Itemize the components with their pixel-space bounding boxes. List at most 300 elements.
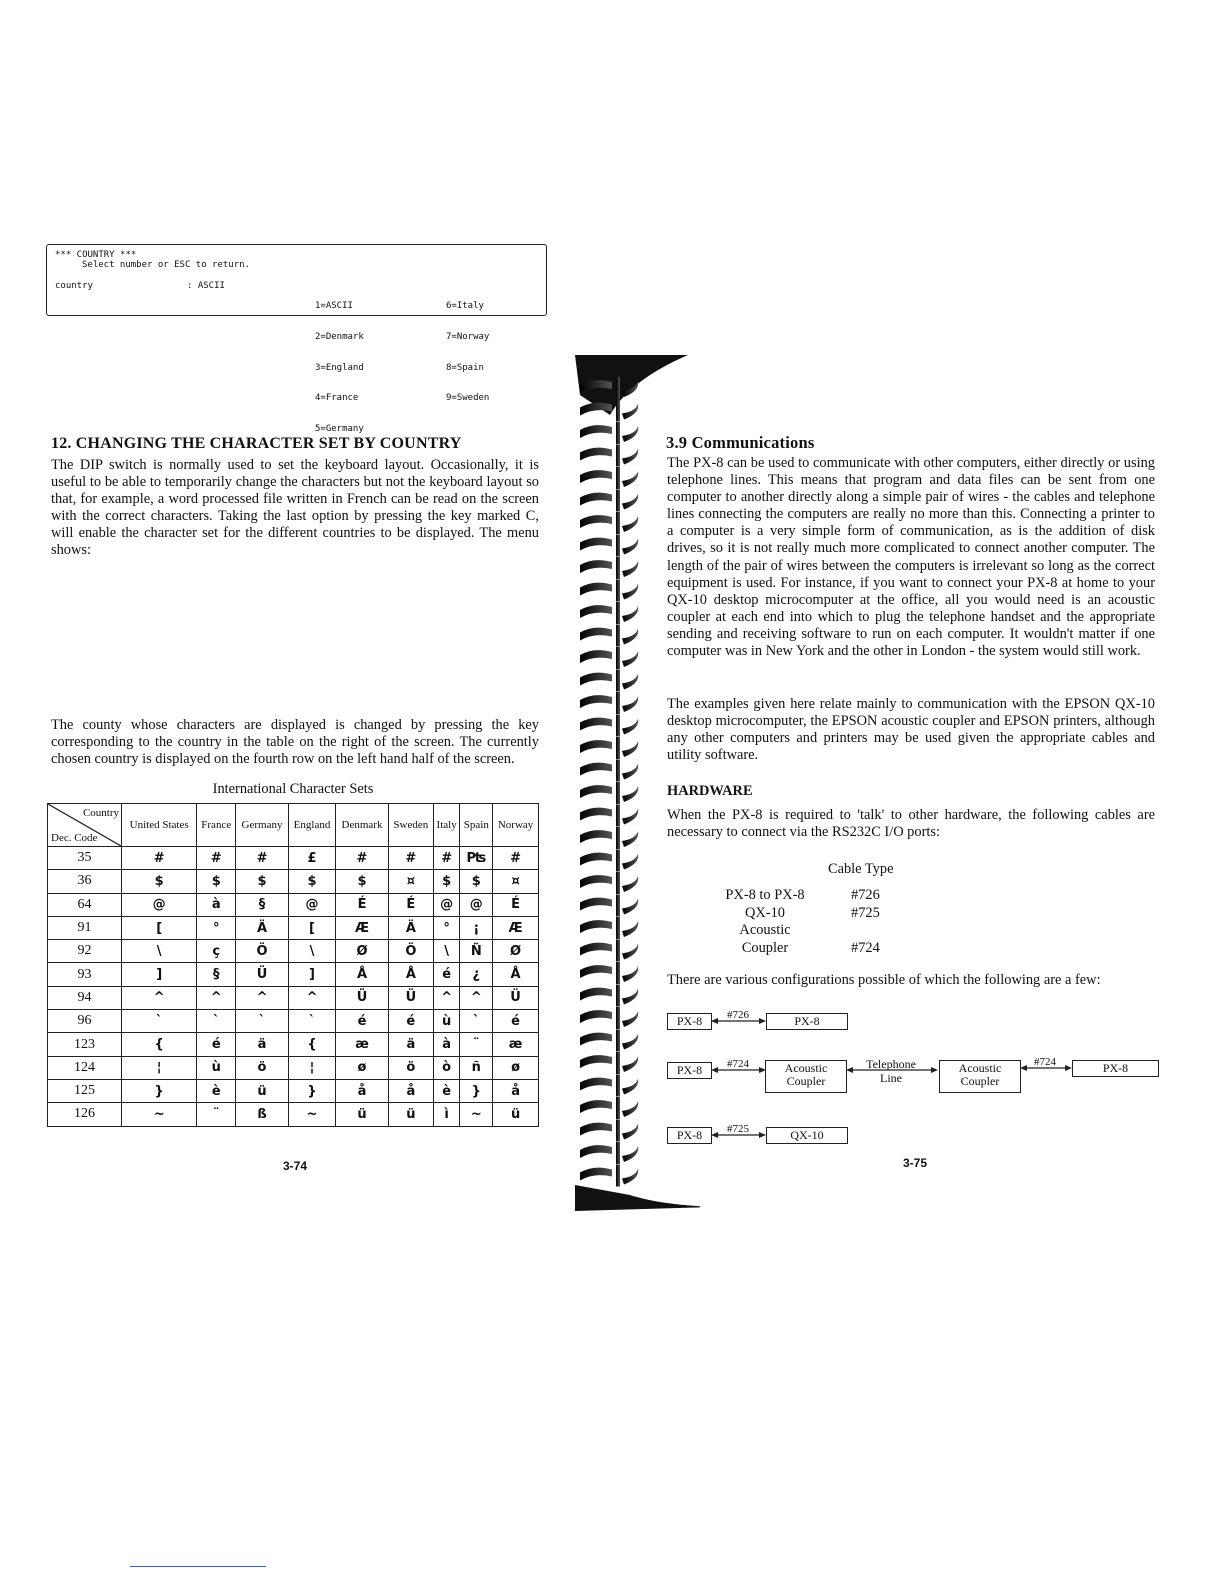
table-row bbox=[48, 870, 539, 893]
char-cell: ° bbox=[433, 916, 460, 939]
char-cell: É bbox=[336, 893, 389, 916]
option-3: 3=England bbox=[315, 362, 364, 373]
spiral-coil bbox=[580, 470, 612, 483]
diagram3-qx10: QX-10 bbox=[766, 1127, 848, 1144]
spiral-coil bbox=[580, 560, 612, 573]
spiral-coil bbox=[580, 785, 612, 798]
col-header: Italy bbox=[433, 804, 460, 847]
char-cell: @ bbox=[122, 893, 197, 916]
dec-code-cell: 96 bbox=[48, 1010, 122, 1033]
char-cell: É bbox=[493, 893, 539, 916]
spiral-coil-shaft bbox=[616, 940, 620, 962]
char-cell: # bbox=[122, 847, 197, 870]
char-cell: \ bbox=[288, 940, 335, 963]
diagram1-arrow bbox=[711, 1015, 766, 1027]
spiral-coil-hook bbox=[622, 539, 638, 555]
char-cell: $ bbox=[122, 870, 197, 893]
dec-code-cell: 123 bbox=[48, 1033, 122, 1056]
char-cell: # bbox=[236, 847, 289, 870]
dec-code-cell: 124 bbox=[48, 1056, 122, 1079]
spiral-coil-shaft bbox=[616, 580, 620, 602]
hardware-paragraph: When the PX-8 is required to 'talk' to other hardware, the following cables are necessary to connect via the RS232C I/O ports: bbox=[667, 807, 1155, 841]
option-8: 8=Spain bbox=[446, 362, 484, 373]
spiral-coil-hook bbox=[622, 786, 638, 802]
spiral-coil-shaft bbox=[616, 512, 620, 534]
dec-code-cell: 35 bbox=[48, 847, 122, 870]
char-cell: ] bbox=[288, 963, 335, 986]
spiral-coil-shaft bbox=[616, 1030, 620, 1052]
diagram2-px8-right: PX-8 bbox=[1072, 1060, 1159, 1077]
char-cell: $ bbox=[460, 870, 493, 893]
spiral-coil bbox=[580, 875, 612, 888]
char-cell: § bbox=[236, 893, 289, 916]
spiral-coil-shaft bbox=[616, 1120, 620, 1142]
section-heading-character-set: 12. CHANGING THE CHARACTER SET BY COUNTRY bbox=[51, 435, 462, 452]
spiral-coil-shaft bbox=[616, 535, 620, 557]
spiral-coil bbox=[580, 1078, 612, 1091]
spiral-coil-hook bbox=[622, 944, 638, 960]
char-cell: Å bbox=[388, 963, 433, 986]
char-cell: ^ bbox=[433, 986, 460, 1009]
diagram2-cable1-label: #724 bbox=[727, 1058, 749, 1070]
hardware-subheading: HARDWARE bbox=[667, 783, 753, 799]
diagram2-coupler-1: Acoustic Coupler bbox=[765, 1060, 847, 1093]
spiral-coil-hook bbox=[622, 1034, 638, 1050]
char-cell: ç bbox=[197, 940, 236, 963]
char-cell: ` bbox=[460, 1010, 493, 1033]
char-cell: ü bbox=[493, 1103, 539, 1126]
col-header: France bbox=[197, 804, 236, 847]
char-cell: ` bbox=[236, 1010, 289, 1033]
spiral-coil-shaft bbox=[616, 737, 620, 759]
char-cell: ~ bbox=[122, 1103, 197, 1126]
dec-code-cell: 36 bbox=[48, 870, 122, 893]
spiral-coil bbox=[580, 1145, 612, 1158]
option-7: 7=Norway bbox=[446, 332, 490, 343]
char-cell: ü bbox=[236, 1079, 289, 1102]
char-cell: å bbox=[493, 1079, 539, 1102]
col-header: Germany bbox=[236, 804, 289, 847]
option-5: 5=Germany bbox=[315, 423, 364, 434]
cable-type: #725 bbox=[851, 904, 880, 921]
dec-code-cell: 92 bbox=[48, 940, 122, 963]
char-cell: § bbox=[197, 963, 236, 986]
char-cell: ü bbox=[336, 1103, 389, 1126]
char-cell: } bbox=[122, 1079, 197, 1102]
char-cell: # bbox=[197, 847, 236, 870]
spiral-coil bbox=[580, 965, 612, 978]
spiral-coil bbox=[580, 448, 612, 461]
table-row bbox=[48, 916, 539, 939]
spiral-coil-shaft bbox=[616, 422, 620, 444]
char-cell: ¨ bbox=[197, 1103, 236, 1126]
spiral-coil-shaft bbox=[616, 805, 620, 827]
spiral-coil-hook bbox=[622, 831, 638, 847]
country-menu-screen bbox=[46, 244, 547, 434]
char-cell: æ bbox=[336, 1033, 389, 1056]
char-cell: ^ bbox=[122, 986, 197, 1009]
diagram2-px8-left: PX-8 bbox=[667, 1062, 712, 1079]
char-cell: ] bbox=[122, 963, 197, 986]
spiral-coil bbox=[580, 1123, 612, 1136]
char-cell: É bbox=[388, 893, 433, 916]
spiral-coil-hook bbox=[622, 1079, 638, 1095]
spiral-coil bbox=[580, 650, 612, 663]
spiral-coil-shaft bbox=[616, 917, 620, 939]
cable-type bbox=[851, 922, 880, 940]
spiral-coil bbox=[580, 628, 612, 641]
configurations-paragraph: There are various configurations possible of which the following are a few: bbox=[667, 972, 1101, 988]
char-cell: ` bbox=[122, 1010, 197, 1033]
spiral-coil-hook bbox=[622, 876, 638, 892]
dec-code-cell: 64 bbox=[48, 893, 122, 916]
char-cell: ` bbox=[288, 1010, 335, 1033]
spiral-coil-hook bbox=[622, 449, 638, 465]
char-cell: Æ bbox=[493, 916, 539, 939]
spiral-coil bbox=[580, 515, 612, 528]
option-1: 1=ASCII bbox=[315, 301, 353, 312]
screen-country-value: : ASCII bbox=[187, 281, 225, 291]
spiral-coil-hook bbox=[622, 1146, 638, 1162]
diagram2-telephone-line: Telephone Line bbox=[866, 1057, 916, 1085]
spiral-coil-hook bbox=[622, 1056, 638, 1072]
char-cell: é bbox=[493, 1010, 539, 1033]
char-cell: Ø bbox=[336, 940, 389, 963]
table-row bbox=[48, 1056, 539, 1079]
char-cell: $ bbox=[433, 870, 460, 893]
char-cell: ¦ bbox=[122, 1056, 197, 1079]
spiral-coil bbox=[580, 853, 612, 866]
spiral-coil-shaft bbox=[616, 1097, 620, 1119]
char-cell: ì bbox=[433, 1103, 460, 1126]
dec-code-cell: 125 bbox=[48, 1079, 122, 1102]
char-cell: ù bbox=[433, 1010, 460, 1033]
diagram1-px8-right: PX-8 bbox=[766, 1013, 848, 1030]
spiral-coil-hook bbox=[622, 674, 638, 690]
char-cell: } bbox=[460, 1079, 493, 1102]
char-cell: å bbox=[388, 1079, 433, 1102]
spiral-coil-shaft bbox=[616, 625, 620, 647]
spiral-coil-shaft bbox=[616, 895, 620, 917]
char-cell: $ bbox=[288, 870, 335, 893]
spiral-coil bbox=[580, 1033, 612, 1046]
dec-code-cell: 91 bbox=[48, 916, 122, 939]
char-cell: ° bbox=[197, 916, 236, 939]
dec-code-cell: 94 bbox=[48, 986, 122, 1009]
table-caption: International Character Sets bbox=[212, 781, 374, 797]
heading-text: Communications bbox=[691, 433, 815, 452]
spiral-coil-hook bbox=[622, 764, 638, 780]
cable-device-list bbox=[700, 887, 830, 957]
spiral-coil-hook bbox=[622, 651, 638, 667]
option-2: 2=Denmark bbox=[315, 332, 364, 343]
char-cell: ä bbox=[388, 1033, 433, 1056]
spiral-coil-hook bbox=[622, 561, 638, 577]
spiral-coil-shaft bbox=[616, 467, 620, 489]
spiral-coil-shaft bbox=[616, 1165, 620, 1187]
spiral-coil-hook bbox=[622, 921, 638, 937]
table-row bbox=[48, 1033, 539, 1056]
diagram3-cable-label: #725 bbox=[727, 1123, 749, 1135]
char-cell: ` bbox=[197, 1010, 236, 1033]
spiral-coil bbox=[580, 1055, 612, 1068]
char-cell: é bbox=[388, 1010, 433, 1033]
spiral-coil-shaft bbox=[616, 1142, 620, 1164]
spiral-coil-shaft bbox=[616, 962, 620, 984]
char-cell: é bbox=[197, 1033, 236, 1056]
char-cell: Ü bbox=[493, 986, 539, 1009]
char-cell: à bbox=[433, 1033, 460, 1056]
screen-title: *** COUNTRY *** bbox=[55, 250, 137, 260]
spiral-coil bbox=[580, 583, 612, 596]
screen-country-label: country bbox=[55, 281, 93, 291]
spiral-coil-hook bbox=[622, 719, 638, 735]
char-cell: ¡ bbox=[460, 916, 493, 939]
spiral-coil-hook bbox=[622, 1124, 638, 1140]
char-cell: # bbox=[433, 847, 460, 870]
spiral-coil-shaft bbox=[616, 850, 620, 872]
spiral-coil-hook bbox=[622, 1169, 638, 1185]
spiral-coil-shaft bbox=[616, 557, 620, 579]
char-cell: Ä bbox=[236, 916, 289, 939]
communications-paragraph-1: The PX-8 can be used to communicate with other computers, either directly or using telephone lines. This means that program and data files can be sent from one computer to another directly along a simple pair of wires - the cables and telephone lines connecting the computers are really no more than this. Connecting a printer to a computer is a very simple form of communication, as is the addition of disk drives, so it is not really much more complicated to connect another computer. The length of the pair of wires between the computers is irrelevant so long as the correct equipment is used. For instance, if you want to connect your PX-8 at home to your QX-10 desktop microcomputer at the office, all you would need is an acoustic coupler at each end into which to plug the telephone handset and the appropriate sending and receiving software to run on each computer. It wouldn't matter if one computer was in New York and the other in London - the system would still work. bbox=[667, 455, 1155, 660]
spiral-coil-hook bbox=[622, 426, 638, 442]
corner-top-label: Country bbox=[82, 807, 119, 819]
char-cell: $ bbox=[236, 870, 289, 893]
spiral-coil-shaft bbox=[616, 827, 620, 849]
intro-paragraph: The DIP switch is normally used to set the keyboard layout. Occasionally, it is useful to be able to temporarily change the characters but not the keyboard layout so that, for example, a word processed file written in French can be read on the screen with the correct characters. Taking the last option by pressing the key marked C, will enable the character set for the different countries to be displayed. The menu shows: bbox=[51, 457, 539, 559]
spiral-coil-shaft bbox=[616, 985, 620, 1007]
spiral-coil bbox=[580, 988, 612, 1001]
char-cell: ¤ bbox=[493, 870, 539, 893]
spiral-coil-shaft bbox=[616, 1052, 620, 1074]
page-number-left: 3-74 bbox=[283, 1159, 308, 1173]
char-cell: Æ bbox=[336, 916, 389, 939]
diagram2-arrow-3 bbox=[1020, 1062, 1072, 1074]
spiral-coil-hook bbox=[622, 989, 638, 1005]
diagram1-cable-label: #726 bbox=[727, 1009, 749, 1021]
char-cell: # bbox=[336, 847, 389, 870]
char-cell: Ñ bbox=[460, 940, 493, 963]
char-cell: # bbox=[493, 847, 539, 870]
spiral-coil-shaft bbox=[616, 647, 620, 669]
spiral-coil-hook bbox=[622, 899, 638, 915]
option-6: 6=Italy bbox=[446, 301, 484, 312]
char-cell: ^ bbox=[197, 986, 236, 1009]
char-cell: à bbox=[197, 893, 236, 916]
char-cell: ø bbox=[493, 1056, 539, 1079]
spiral-coil bbox=[580, 605, 612, 618]
diagram3-arrow bbox=[711, 1129, 766, 1141]
char-cell: ¦ bbox=[288, 1056, 335, 1079]
spiral-coil bbox=[580, 425, 612, 438]
char-cell: # bbox=[388, 847, 433, 870]
char-cell: [ bbox=[122, 916, 197, 939]
char-cell: { bbox=[122, 1033, 197, 1056]
char-cell: @ bbox=[288, 893, 335, 916]
cable-type-list bbox=[851, 887, 880, 957]
spiral-coil bbox=[580, 718, 612, 731]
spiral-coil-hook bbox=[622, 584, 638, 600]
cable-device: PX-8 to PX-8 bbox=[725, 887, 805, 903]
char-cell: ^ bbox=[460, 986, 493, 1009]
char-cell: Å bbox=[336, 963, 389, 986]
spiral-coil-shaft bbox=[616, 872, 620, 894]
char-cell: é bbox=[336, 1010, 389, 1033]
dec-code-cell: 93 bbox=[48, 963, 122, 986]
spiral-coil-hook bbox=[622, 809, 638, 825]
table-row bbox=[48, 1010, 539, 1033]
char-cell: Ü bbox=[236, 963, 289, 986]
char-cell: Ä bbox=[388, 916, 433, 939]
cable-device: QX-10 bbox=[745, 904, 785, 921]
spiral-coil-hook bbox=[622, 629, 638, 645]
table-row bbox=[48, 986, 539, 1009]
spiral-coil-shaft bbox=[616, 1075, 620, 1097]
spiral-coil bbox=[580, 695, 612, 708]
table-header-row bbox=[48, 804, 539, 847]
char-cell: ¨ bbox=[460, 1033, 493, 1056]
char-cell: é bbox=[433, 963, 460, 986]
char-cell: å bbox=[336, 1079, 389, 1102]
option-4: 4=France bbox=[315, 393, 359, 404]
char-cell: ₧ bbox=[460, 847, 493, 870]
spiral-coil bbox=[580, 1010, 612, 1023]
char-cell: æ bbox=[493, 1033, 539, 1056]
spiral-coil-hook bbox=[622, 494, 638, 510]
spiral-coil-hook bbox=[622, 606, 638, 622]
spiral-coil-hook bbox=[622, 404, 638, 420]
spiral-coil-hook bbox=[622, 741, 638, 757]
after-screen-paragraph: The county whose characters are displayed is changed by pressing the key corresponding to the country in the table on the right of the screen. The currently chosen country is displayed on the fourth row on the left hand half of the screen. bbox=[51, 717, 539, 768]
spiral-coil bbox=[580, 763, 612, 776]
spiral-coil bbox=[580, 1100, 612, 1113]
spiral-coil-shaft bbox=[616, 490, 620, 512]
char-cell: ù bbox=[197, 1056, 236, 1079]
spiral-coil bbox=[580, 830, 612, 843]
spiral-coil bbox=[580, 1168, 612, 1181]
char-cell: Å bbox=[493, 963, 539, 986]
spiral-coil-hook bbox=[622, 966, 638, 982]
corner-cell bbox=[48, 804, 122, 847]
char-cell: ß bbox=[236, 1103, 289, 1126]
spiral-coil bbox=[580, 808, 612, 821]
char-cell: Ø bbox=[493, 940, 539, 963]
char-cell: ö bbox=[236, 1056, 289, 1079]
table-row bbox=[48, 893, 539, 916]
spiral-coil-hook bbox=[622, 854, 638, 870]
char-cell: @ bbox=[460, 893, 493, 916]
char-cell: \ bbox=[122, 940, 197, 963]
char-cell: ä bbox=[236, 1033, 289, 1056]
spiral-coil-shaft bbox=[616, 602, 620, 624]
spiral-coil-hook bbox=[622, 696, 638, 712]
spiral-coil-shaft bbox=[616, 670, 620, 692]
bottom-rule bbox=[130, 1566, 266, 1567]
char-cell: } bbox=[288, 1079, 335, 1102]
diagram1-px8-left: PX-8 bbox=[667, 1013, 712, 1030]
col-header: Norway bbox=[493, 804, 539, 847]
char-cell: ø bbox=[336, 1056, 389, 1079]
cable-type: #726 bbox=[851, 887, 880, 903]
communications-paragraph-2: The examples given here relate mainly to communication with the EPSON QX-10 desktop microcomputer, the EPSON acoustic coupler and EPSON printers, although any other computers and printers may be used given the appropriate cables and utility software. bbox=[667, 696, 1155, 764]
char-cell: \ bbox=[433, 940, 460, 963]
spiral-coil-shaft bbox=[616, 760, 620, 782]
spiral-coil-shaft bbox=[616, 692, 620, 714]
char-cell: ¤ bbox=[388, 870, 433, 893]
char-cell: ~ bbox=[460, 1103, 493, 1126]
char-cell: ñ bbox=[460, 1056, 493, 1079]
char-cell: @ bbox=[433, 893, 460, 916]
col-header: Denmark bbox=[336, 804, 389, 847]
diagram2-coupler-2: Acoustic Coupler bbox=[939, 1060, 1021, 1093]
spiral-coil-shaft bbox=[616, 782, 620, 804]
char-cell: Ö bbox=[236, 940, 289, 963]
spiral-coil-shaft bbox=[616, 400, 620, 422]
option-9: 9=Sweden bbox=[446, 393, 490, 404]
screen-options-col2 bbox=[446, 281, 489, 424]
col-header: Spain bbox=[460, 804, 493, 847]
diagram3-px8: PX-8 bbox=[667, 1127, 712, 1144]
spiral-coil bbox=[580, 673, 612, 686]
char-cell: Ü bbox=[336, 986, 389, 1009]
character-set-table bbox=[47, 803, 539, 1127]
cable-device: Acoustic bbox=[739, 922, 791, 938]
table-row bbox=[48, 1103, 539, 1126]
char-cell: [ bbox=[288, 916, 335, 939]
screen-options-col1 bbox=[315, 281, 364, 454]
col-header: United States bbox=[122, 804, 197, 847]
cable-type-header: Cable Type bbox=[828, 861, 894, 877]
spiral-coil bbox=[580, 920, 612, 933]
char-cell: ü bbox=[388, 1103, 433, 1126]
char-cell: ^ bbox=[236, 986, 289, 1009]
table-row bbox=[48, 940, 539, 963]
char-cell: ö bbox=[388, 1056, 433, 1079]
spiral-coil-hook bbox=[622, 471, 638, 487]
table-row bbox=[48, 963, 539, 986]
screen-prompt: Select number or ESC to return. bbox=[82, 260, 250, 270]
page-number-right: 3-75 bbox=[903, 1156, 928, 1170]
char-cell: { bbox=[288, 1033, 335, 1056]
heading-number: 3.9 bbox=[666, 433, 688, 452]
char-cell: ~ bbox=[288, 1103, 335, 1126]
spiral-coil bbox=[580, 943, 612, 956]
spiral-coil bbox=[580, 898, 612, 911]
spiral-coil bbox=[580, 493, 612, 506]
char-cell: ¿ bbox=[460, 963, 493, 986]
corner-bottom-label: Dec. Code bbox=[51, 832, 98, 844]
char-cell: Ü bbox=[388, 986, 433, 1009]
char-cell: Ö bbox=[388, 940, 433, 963]
cable-device: Coupler bbox=[741, 939, 789, 956]
col-header: England bbox=[288, 804, 335, 847]
dec-code-cell: 126 bbox=[48, 1103, 122, 1126]
spiral-coil-shaft bbox=[616, 445, 620, 467]
spiral-coil bbox=[580, 403, 612, 416]
char-cell: è bbox=[197, 1079, 236, 1102]
spiral-coil-hook bbox=[622, 516, 638, 532]
char-cell: ò bbox=[433, 1056, 460, 1079]
cable-type: #724 bbox=[851, 939, 880, 956]
spiral-coil-hook bbox=[622, 1011, 638, 1027]
diagram2-arrow-1 bbox=[711, 1064, 766, 1076]
diagram2-cable2-label: #724 bbox=[1034, 1056, 1056, 1068]
spiral-coil bbox=[580, 538, 612, 551]
table-row bbox=[48, 847, 539, 870]
char-cell: $ bbox=[197, 870, 236, 893]
char-cell: $ bbox=[336, 870, 389, 893]
